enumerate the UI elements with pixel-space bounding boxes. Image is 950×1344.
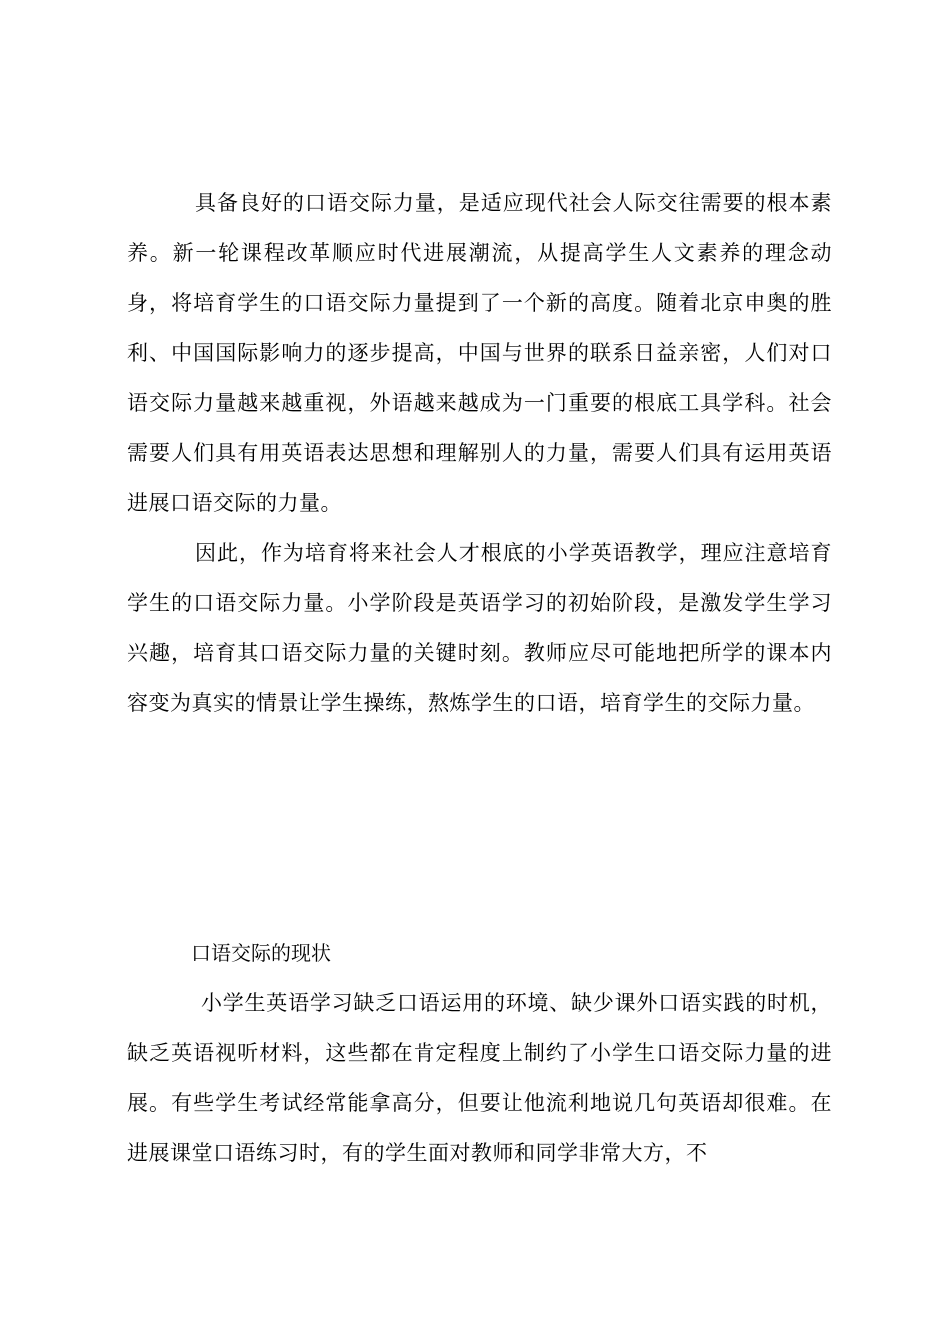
section-heading: 口语交际的现状	[191, 941, 331, 965]
paragraph-current-status: 小学生英语学习缺乏口语运用的环境、缺少课外口语实践的时机，缺乏英语视听材料，这些都在肯定程度上制约了小学生口语交际力量的进展。有些学生考试经常能拿高分，但要让他流利地说几句英语却很难。在进展课堂口语练习时，有的学生面对教师和同学非常大方，不	[127, 991, 832, 1165]
paragraph-primary-english: 因此，作为培育将来社会人才根底的小学英语教学，理应注意培育学生的口语交际力量。小学阶段是英语学习的初始阶段，是激发学生学习兴趣，培育其口语交际力量的关键时刻。教师应尽可能地把所学的课本内容变为真实的情景让学生操练，熬炼学生的口语，培育学生的交际力量。	[127, 541, 832, 715]
paragraph-intro: 具备良好的口语交际力量，是适应现代社会人际交往需要的根本素养。新一轮课程改革顺应时代进展潮流，从提高学生人文素养的理念动身，将培育学生的口语交际力量提到了一个新的高度。随着北京申奥的胜利、中国国际影响力的逐步提高，中国与世界的联系日益亲密，人们对口语交际力量越来越重视，外语越来越成为一门重要的根底工具学科。社会需要人们具有用英语表达思想和理解别人的力量，需要人们具有运用英语进展口语交际的力量。	[127, 191, 832, 515]
